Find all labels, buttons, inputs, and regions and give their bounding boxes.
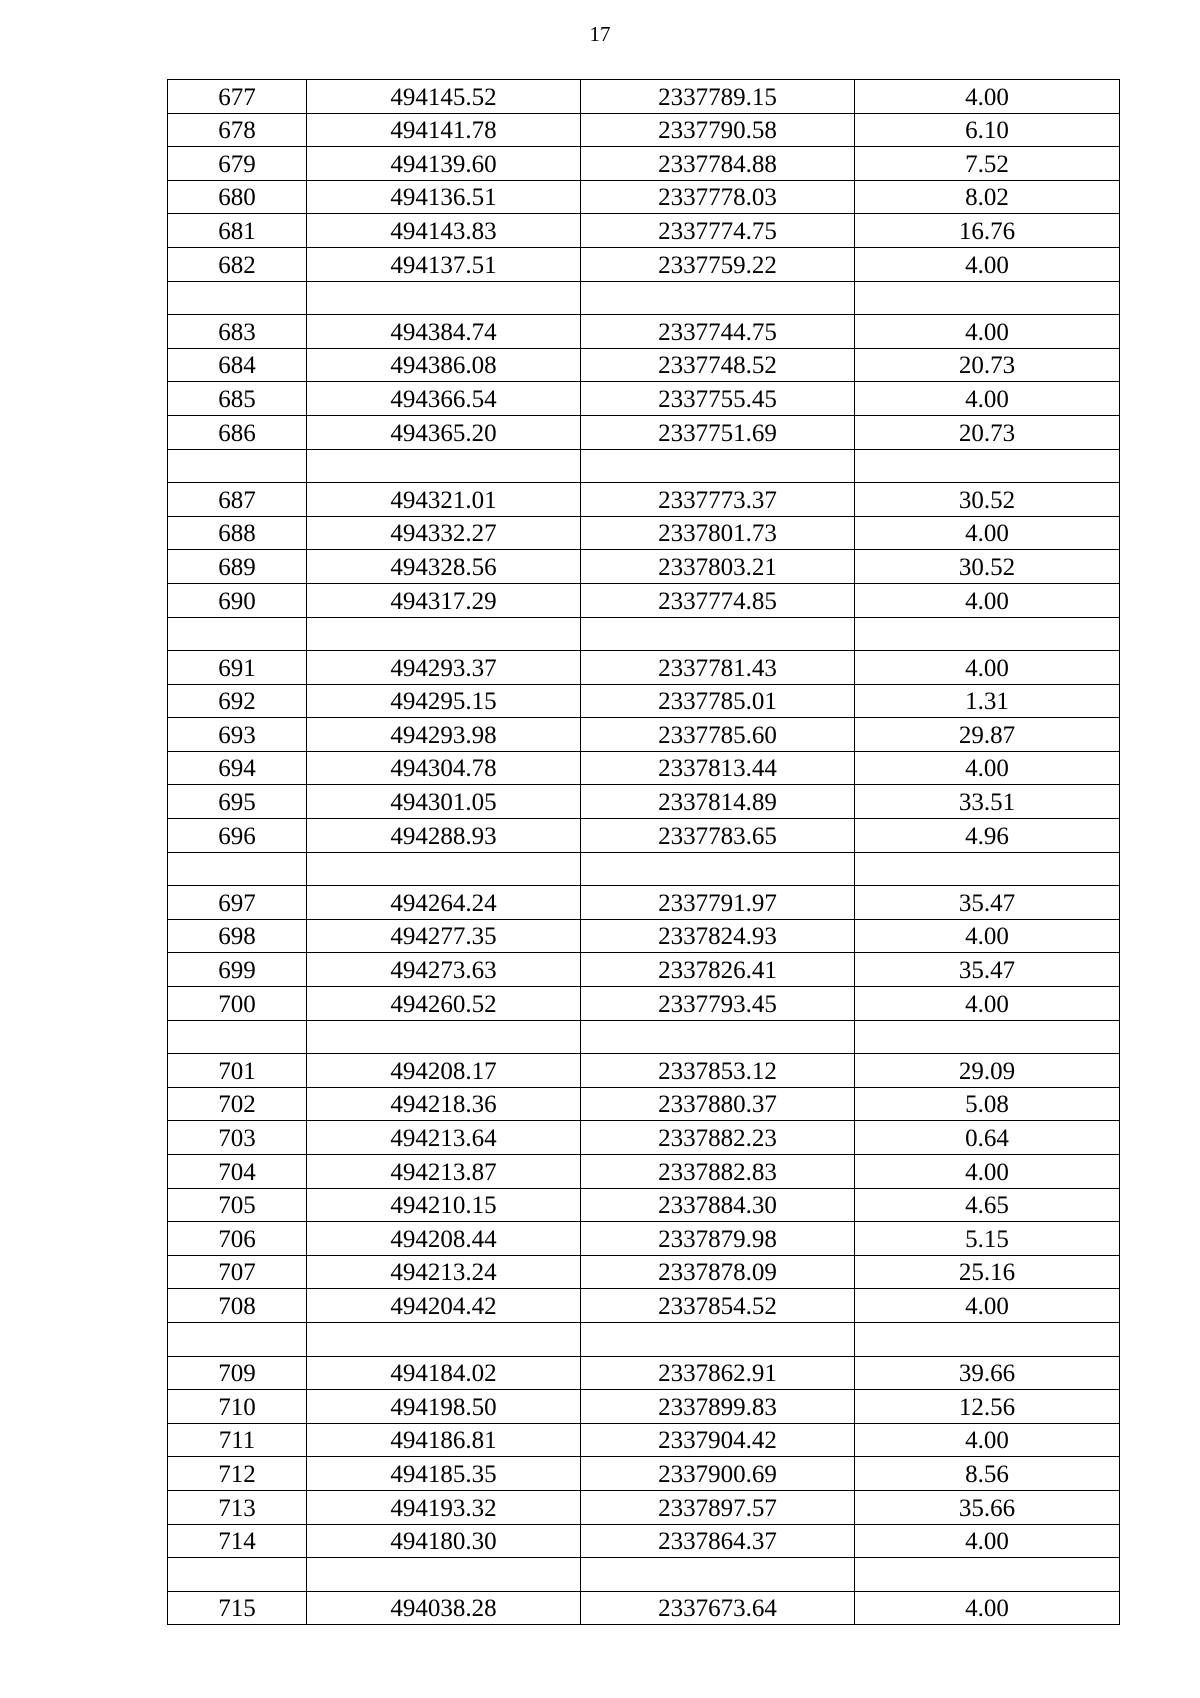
point-number-cell: 678 — [168, 113, 307, 147]
y-coordinate-cell: 2337814.89 — [581, 785, 855, 819]
point-number-cell — [168, 281, 307, 315]
point-number-cell: 706 — [168, 1222, 307, 1256]
x-coordinate-cell: 494328.56 — [307, 550, 581, 584]
distance-cell: 7.52 — [855, 147, 1120, 181]
x-coordinate-cell — [307, 852, 581, 886]
point-number-cell: 698 — [168, 919, 307, 953]
x-coordinate-cell: 494293.37 — [307, 651, 581, 685]
y-coordinate-cell: 2337755.45 — [581, 382, 855, 416]
point-number-cell: 713 — [168, 1490, 307, 1524]
y-coordinate-cell: 2337774.75 — [581, 214, 855, 248]
distance-cell: 20.73 — [855, 415, 1120, 449]
table-row — [168, 1524, 1120, 1558]
point-number-cell: 712 — [168, 1457, 307, 1491]
x-coordinate-cell: 494321.01 — [307, 483, 581, 517]
coordinates-table-body — [168, 80, 1120, 1625]
y-coordinate-cell: 2337790.58 — [581, 113, 855, 147]
x-coordinate-cell: 494301.05 — [307, 785, 581, 819]
distance-cell: 4.00 — [855, 583, 1120, 617]
distance-cell: 5.08 — [855, 1087, 1120, 1121]
x-coordinate-cell: 494317.29 — [307, 583, 581, 617]
x-coordinate-cell: 494384.74 — [307, 315, 581, 349]
y-coordinate-cell — [581, 852, 855, 886]
table-row — [168, 550, 1120, 584]
y-coordinate-cell: 2337789.15 — [581, 80, 855, 114]
x-coordinate-cell: 494180.30 — [307, 1524, 581, 1558]
x-coordinate-cell: 494366.54 — [307, 382, 581, 416]
distance-cell: 35.47 — [855, 886, 1120, 920]
y-coordinate-cell — [581, 449, 855, 483]
table-row — [168, 1255, 1120, 1289]
x-coordinate-cell: 494204.42 — [307, 1289, 581, 1323]
point-number-cell — [168, 852, 307, 886]
distance-cell: 4.00 — [855, 1423, 1120, 1457]
x-coordinate-cell: 494198.50 — [307, 1390, 581, 1424]
y-coordinate-cell: 2337824.93 — [581, 919, 855, 953]
point-number-cell — [168, 1322, 307, 1356]
point-number-cell: 694 — [168, 751, 307, 785]
point-number-cell: 697 — [168, 886, 307, 920]
x-coordinate-cell: 494208.17 — [307, 1054, 581, 1088]
table-row — [168, 684, 1120, 718]
y-coordinate-cell: 2337899.83 — [581, 1390, 855, 1424]
distance-cell: 8.02 — [855, 180, 1120, 214]
x-coordinate-cell: 494213.64 — [307, 1121, 581, 1155]
table-row — [168, 113, 1120, 147]
distance-cell: 4.00 — [855, 1524, 1120, 1558]
y-coordinate-cell: 2337793.45 — [581, 987, 855, 1021]
y-coordinate-cell: 2337744.75 — [581, 315, 855, 349]
distance-cell: 29.09 — [855, 1054, 1120, 1088]
y-coordinate-cell: 2337748.52 — [581, 348, 855, 382]
table-row — [168, 1591, 1120, 1625]
point-number-cell: 681 — [168, 214, 307, 248]
distance-cell — [855, 1558, 1120, 1592]
table-row — [168, 583, 1120, 617]
y-coordinate-cell: 2337897.57 — [581, 1490, 855, 1524]
distance-cell: 5.15 — [855, 1222, 1120, 1256]
point-number-cell: 679 — [168, 147, 307, 181]
point-number-cell: 687 — [168, 483, 307, 517]
distance-cell: 35.66 — [855, 1490, 1120, 1524]
distance-cell: 25.16 — [855, 1255, 1120, 1289]
y-coordinate-cell: 2337854.52 — [581, 1289, 855, 1323]
table-row — [168, 1457, 1120, 1491]
x-coordinate-cell: 494210.15 — [307, 1188, 581, 1222]
table-separator-row — [168, 852, 1120, 886]
x-coordinate-cell: 494295.15 — [307, 684, 581, 718]
distance-cell: 4.65 — [855, 1188, 1120, 1222]
y-coordinate-cell — [581, 1322, 855, 1356]
point-number-cell: 692 — [168, 684, 307, 718]
x-coordinate-cell: 494213.24 — [307, 1255, 581, 1289]
distance-cell: 4.00 — [855, 1289, 1120, 1323]
table-row — [168, 214, 1120, 248]
distance-cell: 4.00 — [855, 651, 1120, 685]
x-coordinate-cell: 494193.32 — [307, 1490, 581, 1524]
table-separator-row — [168, 449, 1120, 483]
x-coordinate-cell: 494386.08 — [307, 348, 581, 382]
x-coordinate-cell: 494288.93 — [307, 819, 581, 853]
point-number-cell: 704 — [168, 1155, 307, 1189]
point-number-cell: 715 — [168, 1591, 307, 1625]
table-row — [168, 651, 1120, 685]
point-number-cell: 691 — [168, 651, 307, 685]
point-number-cell: 695 — [168, 785, 307, 819]
table-row — [168, 80, 1120, 114]
distance-cell: 4.00 — [855, 1155, 1120, 1189]
distance-cell: 4.00 — [855, 80, 1120, 114]
x-coordinate-cell: 494277.35 — [307, 919, 581, 953]
x-coordinate-cell: 494145.52 — [307, 80, 581, 114]
distance-cell: 4.00 — [855, 751, 1120, 785]
distance-cell — [855, 852, 1120, 886]
y-coordinate-cell: 2337778.03 — [581, 180, 855, 214]
distance-cell: 12.56 — [855, 1390, 1120, 1424]
table-row — [168, 785, 1120, 819]
table-row — [168, 751, 1120, 785]
point-number-cell — [168, 617, 307, 651]
x-coordinate-cell: 494136.51 — [307, 180, 581, 214]
point-number-cell: 683 — [168, 315, 307, 349]
y-coordinate-cell: 2337784.88 — [581, 147, 855, 181]
distance-cell: 4.00 — [855, 382, 1120, 416]
distance-cell: 6.10 — [855, 113, 1120, 147]
distance-cell: 20.73 — [855, 348, 1120, 382]
distance-cell: 4.96 — [855, 819, 1120, 853]
y-coordinate-cell: 2337773.37 — [581, 483, 855, 517]
point-number-cell: 700 — [168, 987, 307, 1021]
x-coordinate-cell: 494264.24 — [307, 886, 581, 920]
point-number-cell: 684 — [168, 348, 307, 382]
y-coordinate-cell: 2337781.43 — [581, 651, 855, 685]
distance-cell — [855, 449, 1120, 483]
point-number-cell — [168, 449, 307, 483]
y-coordinate-cell — [581, 1020, 855, 1054]
point-number-cell: 682 — [168, 247, 307, 281]
distance-cell — [855, 1322, 1120, 1356]
distance-cell: 1.31 — [855, 684, 1120, 718]
x-coordinate-cell — [307, 281, 581, 315]
point-number-cell: 689 — [168, 550, 307, 584]
point-number-cell: 708 — [168, 1289, 307, 1323]
point-number-cell — [168, 1558, 307, 1592]
distance-cell: 33.51 — [855, 785, 1120, 819]
distance-cell: 4.00 — [855, 516, 1120, 550]
distance-cell: 4.00 — [855, 1591, 1120, 1625]
distance-cell: 16.76 — [855, 214, 1120, 248]
x-coordinate-cell: 494365.20 — [307, 415, 581, 449]
y-coordinate-cell: 2337673.64 — [581, 1591, 855, 1625]
point-number-cell: 714 — [168, 1524, 307, 1558]
table-row — [168, 415, 1120, 449]
x-coordinate-cell: 494332.27 — [307, 516, 581, 550]
point-number-cell: 709 — [168, 1356, 307, 1390]
x-coordinate-cell — [307, 617, 581, 651]
y-coordinate-cell: 2337878.09 — [581, 1255, 855, 1289]
table-separator-row — [168, 281, 1120, 315]
table-row — [168, 516, 1120, 550]
table-row — [168, 1155, 1120, 1189]
point-number-cell: 702 — [168, 1087, 307, 1121]
x-coordinate-cell: 494273.63 — [307, 953, 581, 987]
table-row — [168, 382, 1120, 416]
table-row — [168, 147, 1120, 181]
table-row — [168, 1490, 1120, 1524]
point-number-cell: 688 — [168, 516, 307, 550]
y-coordinate-cell: 2337880.37 — [581, 1087, 855, 1121]
distance-cell: 35.47 — [855, 953, 1120, 987]
x-coordinate-cell: 494137.51 — [307, 247, 581, 281]
page-number: 17 — [589, 22, 611, 46]
y-coordinate-cell: 2337882.23 — [581, 1121, 855, 1155]
distance-cell: 0.64 — [855, 1121, 1120, 1155]
x-coordinate-cell: 494260.52 — [307, 987, 581, 1021]
y-coordinate-cell: 2337862.91 — [581, 1356, 855, 1390]
distance-cell — [855, 617, 1120, 651]
point-number-cell — [168, 1020, 307, 1054]
x-coordinate-cell: 494143.83 — [307, 214, 581, 248]
y-coordinate-cell: 2337882.83 — [581, 1155, 855, 1189]
distance-cell — [855, 1020, 1120, 1054]
table-row — [168, 1054, 1120, 1088]
y-coordinate-cell: 2337853.12 — [581, 1054, 855, 1088]
y-coordinate-cell: 2337879.98 — [581, 1222, 855, 1256]
x-coordinate-cell: 494141.78 — [307, 113, 581, 147]
table-row — [168, 247, 1120, 281]
y-coordinate-cell: 2337801.73 — [581, 516, 855, 550]
table-separator-row — [168, 1558, 1120, 1592]
table-row — [168, 1390, 1120, 1424]
x-coordinate-cell: 494218.36 — [307, 1087, 581, 1121]
table-row — [168, 819, 1120, 853]
y-coordinate-cell: 2337791.97 — [581, 886, 855, 920]
x-coordinate-cell — [307, 1322, 581, 1356]
table-row — [168, 919, 1120, 953]
x-coordinate-cell: 494293.98 — [307, 718, 581, 752]
point-number-cell: 707 — [168, 1255, 307, 1289]
distance-cell: 4.00 — [855, 987, 1120, 1021]
point-number-cell: 703 — [168, 1121, 307, 1155]
y-coordinate-cell: 2337826.41 — [581, 953, 855, 987]
coordinates-table — [167, 79, 1120, 1625]
x-coordinate-cell — [307, 1558, 581, 1592]
y-coordinate-cell: 2337774.85 — [581, 583, 855, 617]
y-coordinate-cell: 2337783.65 — [581, 819, 855, 853]
y-coordinate-cell: 2337803.21 — [581, 550, 855, 584]
table-row — [168, 1222, 1120, 1256]
distance-cell: 30.52 — [855, 550, 1120, 584]
x-coordinate-cell: 494184.02 — [307, 1356, 581, 1390]
distance-cell: 4.00 — [855, 919, 1120, 953]
x-coordinate-cell — [307, 449, 581, 483]
y-coordinate-cell: 2337785.01 — [581, 684, 855, 718]
point-number-cell: 685 — [168, 382, 307, 416]
point-number-cell: 710 — [168, 1390, 307, 1424]
distance-cell: 4.00 — [855, 315, 1120, 349]
x-coordinate-cell: 494038.28 — [307, 1591, 581, 1625]
y-coordinate-cell: 2337864.37 — [581, 1524, 855, 1558]
table-separator-row — [168, 1020, 1120, 1054]
x-coordinate-cell: 494139.60 — [307, 147, 581, 181]
table-row — [168, 953, 1120, 987]
table-separator-row — [168, 1322, 1120, 1356]
point-number-cell: 701 — [168, 1054, 307, 1088]
x-coordinate-cell: 494186.81 — [307, 1423, 581, 1457]
point-number-cell: 699 — [168, 953, 307, 987]
table-row — [168, 315, 1120, 349]
distance-cell: 39.66 — [855, 1356, 1120, 1390]
point-number-cell: 690 — [168, 583, 307, 617]
point-number-cell: 705 — [168, 1188, 307, 1222]
y-coordinate-cell: 2337884.30 — [581, 1188, 855, 1222]
y-coordinate-cell: 2337900.69 — [581, 1457, 855, 1491]
x-coordinate-cell: 494213.87 — [307, 1155, 581, 1189]
point-number-cell: 711 — [168, 1423, 307, 1457]
table-row — [168, 886, 1120, 920]
table-row — [168, 1087, 1120, 1121]
point-number-cell: 686 — [168, 415, 307, 449]
distance-cell: 8.56 — [855, 1457, 1120, 1491]
distance-cell: 4.00 — [855, 247, 1120, 281]
table-row — [168, 180, 1120, 214]
point-number-cell: 677 — [168, 80, 307, 114]
table-row — [168, 348, 1120, 382]
table-row — [168, 1356, 1120, 1390]
point-number-cell: 680 — [168, 180, 307, 214]
y-coordinate-cell: 2337813.44 — [581, 751, 855, 785]
x-coordinate-cell: 494208.44 — [307, 1222, 581, 1256]
y-coordinate-cell — [581, 1558, 855, 1592]
table-separator-row — [168, 617, 1120, 651]
table-row — [168, 1423, 1120, 1457]
point-number-cell: 696 — [168, 819, 307, 853]
y-coordinate-cell: 2337751.69 — [581, 415, 855, 449]
distance-cell: 29.87 — [855, 718, 1120, 752]
x-coordinate-cell: 494185.35 — [307, 1457, 581, 1491]
distance-cell — [855, 281, 1120, 315]
table-row — [168, 1289, 1120, 1323]
table-row — [168, 483, 1120, 517]
y-coordinate-cell: 2337785.60 — [581, 718, 855, 752]
y-coordinate-cell — [581, 617, 855, 651]
x-coordinate-cell — [307, 1020, 581, 1054]
point-number-cell: 693 — [168, 718, 307, 752]
distance-cell: 30.52 — [855, 483, 1120, 517]
table-row — [168, 1121, 1120, 1155]
y-coordinate-cell: 2337759.22 — [581, 247, 855, 281]
y-coordinate-cell: 2337904.42 — [581, 1423, 855, 1457]
table-row — [168, 1188, 1120, 1222]
table-row — [168, 718, 1120, 752]
y-coordinate-cell — [581, 281, 855, 315]
table-row — [168, 987, 1120, 1021]
x-coordinate-cell: 494304.78 — [307, 751, 581, 785]
